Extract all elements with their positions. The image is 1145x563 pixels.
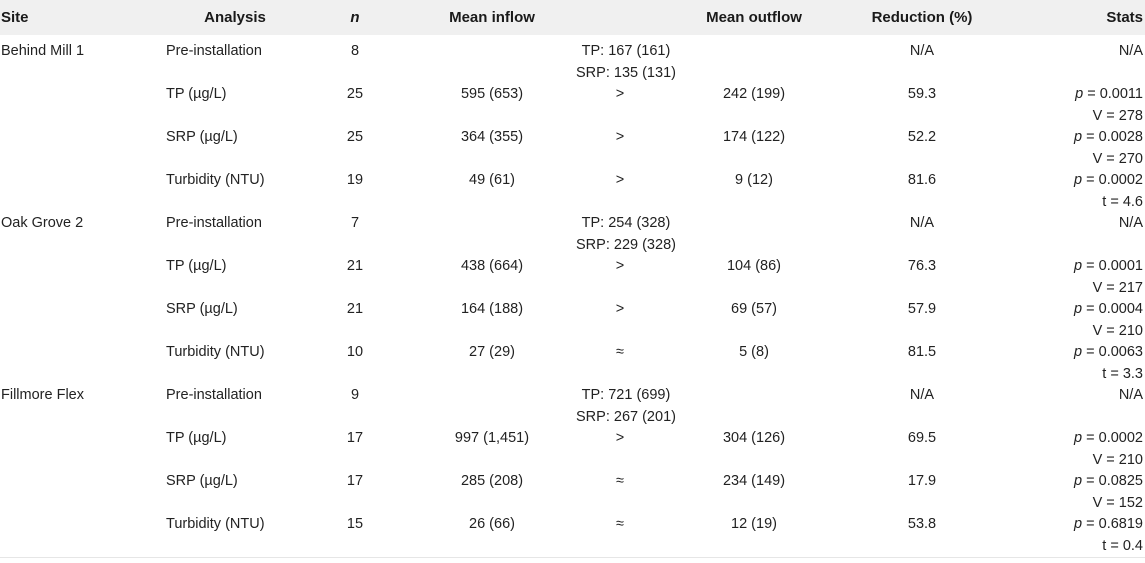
cell-mean-inflow: 26 (66): [406, 514, 578, 558]
stats-p-value: [998, 127, 1143, 149]
cell-mean-outflow: 104 (86): [726, 258, 781, 274]
cell-site: Behind Mill 1: [1, 43, 85, 59]
p-value: = 0.0028: [1082, 129, 1143, 145]
cell-site: Fillmore Flex: [1, 387, 84, 403]
cell-reduction: 81.5: [907, 344, 937, 360]
cell-mean-outflow: 174 (122): [722, 129, 786, 145]
table-row: [0, 514, 1145, 558]
table-row: [0, 127, 1145, 170]
cell-site: [0, 84, 166, 127]
p-value: = 0.0002: [1082, 430, 1143, 446]
cell-comparison: >: [615, 172, 625, 188]
cell-site: [0, 299, 166, 342]
cell-reduction: N/A: [909, 387, 935, 403]
stats-test-statistic: V = 210: [1092, 322, 1143, 339]
cell-n: 17: [346, 473, 364, 489]
cell-reduction: 57.9: [907, 301, 937, 317]
cell-mean-inflow: 27 (29): [469, 344, 515, 360]
cell-comparison: >: [615, 129, 625, 145]
cell-mean-outflow: 12 (19): [662, 514, 846, 558]
cell-mean-outflow: 69 (57): [731, 301, 777, 317]
cell-stats: [998, 127, 1145, 170]
table-body: [0, 35, 1145, 558]
cell-comparison: ≈: [578, 514, 662, 558]
table-row: [0, 84, 1145, 127]
stats-test-statistic: V = 270: [1092, 150, 1143, 167]
cell-reduction: N/A: [909, 215, 935, 231]
p-symbol: p: [1075, 86, 1084, 102]
stats-p-value: [998, 170, 1143, 192]
cell-mean-outflow: 242 (199): [722, 86, 786, 102]
cell-analysis: Turbidity (NTU): [166, 172, 265, 188]
cell-analysis: Turbidity (NTU): [166, 344, 265, 360]
header-n: [304, 0, 406, 35]
cell-reduction: N/A: [909, 43, 935, 59]
cell-site: [0, 127, 166, 170]
stats-p-value: [998, 514, 1143, 536]
cell-analysis: SRP (µg/L): [166, 301, 238, 317]
cell-n: 10: [346, 344, 364, 360]
table-row: [0, 342, 1145, 385]
cell-analysis: TP (µg/L): [166, 258, 227, 274]
cell-stats: [998, 256, 1145, 299]
cell-reduction: 81.6: [907, 172, 937, 188]
p-value: = 0.0002: [1082, 172, 1143, 188]
stats-p-value: [998, 299, 1143, 321]
table-row: [0, 299, 1145, 342]
p-value: = 0.0004: [1082, 301, 1143, 317]
cell-analysis: Pre-installation: [166, 215, 262, 231]
header-reduction: Reduction (%): [871, 9, 973, 26]
cell-pre-installation-values: [406, 35, 846, 84]
pre-installation-tp: TP: 254 (328): [581, 215, 671, 231]
cell-analysis: SRP (µg/L): [166, 473, 238, 489]
cell-comparison: >: [615, 430, 625, 446]
cell-n: 25: [346, 86, 364, 102]
stats-test-statistic: V = 217: [1092, 279, 1143, 296]
pre-installation-tp: TP: 721 (699): [581, 387, 671, 403]
cell-reduction: 53.8: [846, 514, 998, 558]
header-site: Site: [1, 9, 29, 26]
cell-comparison: >: [615, 301, 625, 317]
cell-site: [0, 471, 166, 514]
cell-mean-inflow: 285 (208): [460, 473, 524, 489]
stats-p-value: [998, 256, 1143, 278]
cell-n: 21: [346, 258, 364, 274]
cell-stats: [998, 170, 1145, 213]
p-symbol: p: [1074, 258, 1083, 274]
cell-n: 8: [350, 43, 360, 59]
cell-n: 19: [346, 172, 364, 188]
table-row: [0, 428, 1145, 471]
cell-analysis: TP (µg/L): [166, 86, 227, 102]
cell-reduction: 17.9: [907, 473, 937, 489]
cell-mean-outflow: 234 (149): [722, 473, 786, 489]
cell-mean-outflow: 9 (12): [735, 172, 773, 188]
p-symbol: p: [1074, 129, 1083, 145]
stats-test-statistic: V = 152: [1092, 494, 1143, 511]
table-row: [0, 170, 1145, 213]
cell-n: 15: [304, 514, 406, 558]
cell-comparison: >: [615, 86, 625, 102]
cell-stats: [998, 342, 1145, 385]
cell-analysis: Pre-installation: [166, 387, 262, 403]
cell-mean-inflow: 164 (188): [460, 301, 524, 317]
stats-test-statistic: t = 3.3: [1102, 365, 1143, 382]
cell-comparison: ≈: [616, 344, 624, 360]
p-symbol: p: [1074, 344, 1083, 360]
cell-reduction: 59.3: [907, 86, 937, 102]
cell-n: 21: [346, 301, 364, 317]
p-value: = 0.6819: [1082, 516, 1143, 532]
header-n-label: n: [350, 9, 360, 26]
cell-analysis: Pre-installation: [166, 43, 262, 59]
header-comparison: [578, 0, 662, 35]
cell-pre-installation-values: [406, 385, 846, 428]
cell-comparison: ≈: [616, 473, 624, 489]
cell-mean-inflow: 595 (653): [460, 86, 524, 102]
stats-p-value: [998, 471, 1143, 493]
cell-stats: N/A: [1118, 387, 1143, 403]
pre-installation-srp: SRP: 267 (201): [576, 408, 676, 425]
cell-comparison: >: [615, 258, 625, 274]
cell-site: [0, 170, 166, 213]
p-value: = 0.0001: [1082, 258, 1143, 274]
p-symbol: p: [1074, 430, 1083, 446]
p-value: = 0.0011: [1083, 86, 1143, 102]
cell-stats: [998, 299, 1145, 342]
pre-installation-srp: SRP: 135 (131): [576, 64, 676, 81]
table-row: [0, 213, 1145, 256]
cell-analysis: Turbidity (NTU): [166, 514, 304, 558]
cell-reduction: 52.2: [907, 129, 937, 145]
header-analysis: Analysis: [204, 9, 266, 26]
table-header-row: [0, 0, 1145, 35]
table-row: [0, 385, 1145, 428]
header-mean-outflow: Mean outflow: [706, 9, 802, 26]
header-mean-inflow: Mean inflow: [449, 9, 535, 26]
pre-installation-tp: TP: 167 (161): [581, 43, 671, 59]
p-symbol: p: [1074, 473, 1083, 489]
cell-analysis: TP (µg/L): [166, 430, 227, 446]
cell-mean-inflow: 438 (664): [460, 258, 524, 274]
cell-pre-installation-values: [406, 213, 846, 256]
cell-n: 17: [346, 430, 364, 446]
cell-stats: [998, 471, 1145, 514]
cell-site: [0, 256, 166, 299]
cell-reduction: 69.5: [907, 430, 937, 446]
cell-n: 25: [346, 129, 364, 145]
stats-p-value: [998, 342, 1143, 364]
cell-site: Oak Grove 2: [1, 215, 84, 231]
cell-mean-outflow: 304 (126): [722, 430, 786, 446]
cell-site: [0, 342, 166, 385]
table-row: [0, 256, 1145, 299]
stats-test-statistic: t = 0.4: [1102, 537, 1143, 554]
stats-test-statistic: V = 210: [1092, 451, 1143, 468]
cell-reduction: 76.3: [907, 258, 937, 274]
p-symbol: p: [1074, 172, 1083, 188]
cell-stats: N/A: [1118, 43, 1143, 59]
header-stats: Stats: [1106, 9, 1143, 26]
cell-mean-inflow: 49 (61): [469, 172, 515, 188]
cell-mean-inflow: 364 (355): [460, 129, 524, 145]
cell-site: [0, 428, 166, 471]
p-value: = 0.0825: [1082, 473, 1143, 489]
cell-stats: N/A: [1118, 215, 1143, 231]
p-symbol: p: [1074, 516, 1083, 532]
stats-test-statistic: t = 4.6: [1102, 193, 1143, 210]
cell-analysis: SRP (µg/L): [166, 129, 238, 145]
cell-stats: [998, 84, 1145, 127]
cell-mean-inflow: 997 (1,451): [454, 430, 530, 446]
stats-p-value: [998, 428, 1143, 450]
table-row: [0, 471, 1145, 514]
cell-mean-outflow: 5 (8): [739, 344, 769, 360]
table-row: [0, 35, 1145, 84]
cell-stats: [998, 514, 1145, 558]
stats-p-value: [998, 84, 1143, 106]
cell-n: 7: [350, 215, 360, 231]
p-symbol: p: [1074, 301, 1083, 317]
cell-n: 9: [350, 387, 360, 403]
cell-site: [0, 514, 166, 558]
stats-test-statistic: V = 278: [1092, 107, 1143, 124]
cell-stats: [998, 428, 1145, 471]
pre-installation-srp: SRP: 229 (328): [576, 236, 676, 253]
p-value: = 0.0063: [1082, 344, 1143, 360]
